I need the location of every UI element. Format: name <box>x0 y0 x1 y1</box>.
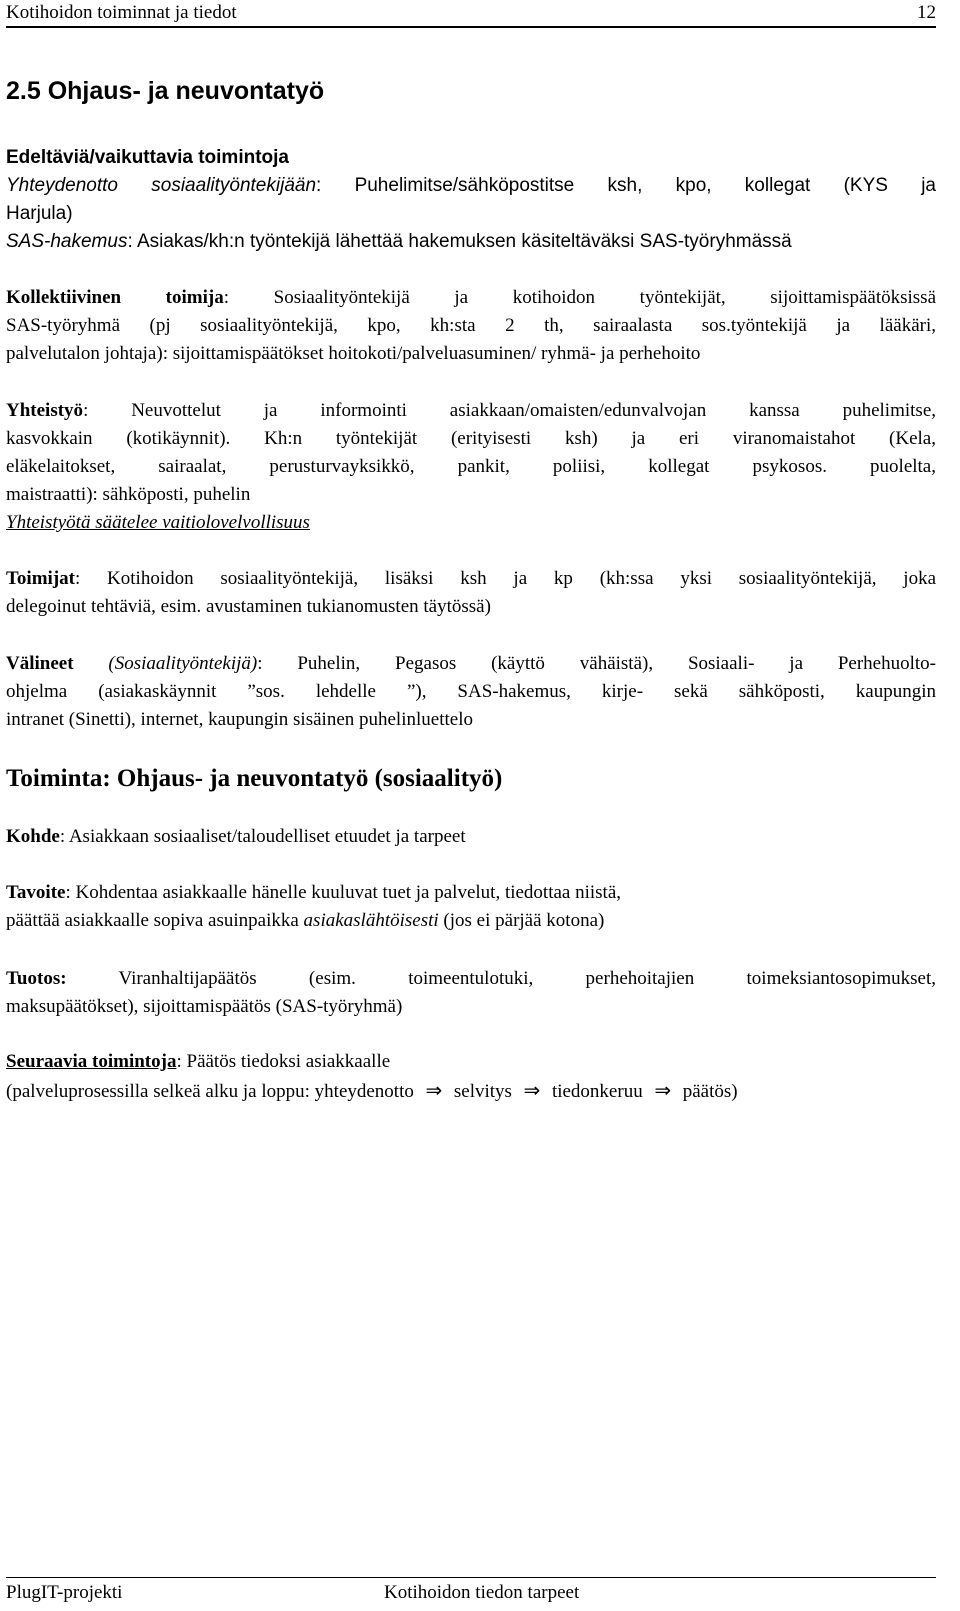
toimijat-section <box>6 565 936 621</box>
seuraavia-line-2: (palveluprosessilla selkeä alku ja loppu: yhteydenotto ⇒ selvitys ⇒ tiedonkeruu ⇒ päätös) <box>6 1078 738 1102</box>
edeltavia-label-1: Yhteydenotto sosiaalityöntekijään <box>6 175 317 196</box>
process-step-tiedonkeruu: tiedonkeruu <box>551 1081 643 1102</box>
yhteistyo-line-3: eläkelaitokset, sairaalat, perusturvayksikkö, pankit, poliisi, kollegat psykosos. puolelta, <box>6 456 936 477</box>
yhteistyo-line-2: kasvokkain (kotikäynnit). Kh:n työntekijät (erityisesti ksh) ja eri viranomaistahot (Kela, <box>6 428 936 449</box>
edeltavia-line-1: Yhteydenotto sosiaalityöntekijään: Puhelimitse/sähköpostitse ksh, kpo, kollegat (KYS ja <box>6 175 936 196</box>
edeltavia-label-3: SAS-hakemus <box>6 231 128 252</box>
kohde-line: Kohde: Asiakkaan sosiaaliset/taloudelliset etuudet ja tarpeet <box>6 826 466 847</box>
vaitiolovelvollisuus-note: Yhteistyötä säätelee vaitiolovelvollisuus <box>6 512 310 533</box>
tavoite-label: Tavoite <box>6 882 66 903</box>
valineet-line-3: intranet (Sinetti), internet, kaupungin sisäinen puhelinluettelo <box>6 709 473 730</box>
valineet-line-1: Välineet (Sosiaalityöntekijä): Puhelin, Pegasos (käyttö vähäistä), Sosiaali- ja Perhehuolto- <box>6 653 936 674</box>
valineet-section <box>6 650 936 734</box>
valineet-label: Välineet <box>6 653 74 674</box>
kollektiivinen-section <box>6 284 936 368</box>
yhteistyo-label: Yhteistyö <box>6 400 84 421</box>
toimijat-label: Toimijat <box>6 568 75 589</box>
tuotos-line-1: Tuotos: Viranhaltijapäätös (esim. toimeentulotuki, perhehoitajien toimeksiantosopimukset, <box>6 968 936 989</box>
kohde-section <box>6 823 936 851</box>
tavoite-line-2: päättää asiakkaalle sopiva asuinpaikka asiakaslähtöisesti (jos ei pärjää kotona) <box>6 910 605 931</box>
double-arrow-right-icon: ⇒ <box>654 1078 672 1102</box>
header-title: Kotihoidon toiminnat ja tiedot <box>6 2 237 23</box>
yhteistyo-section <box>6 397 936 537</box>
tavoite-line-1: Tavoite: Kohdentaa asiakkaalle hänelle kuuluvat tuet ja palvelut, tiedottaa niistä, <box>6 882 622 903</box>
yhteistyo-line-5 <box>6 509 936 537</box>
page-number: 12 <box>917 2 936 23</box>
seuraavia-line-1: Seuraavia toimintoja: Päätös tiedoksi asiakkaalle <box>6 1051 391 1072</box>
toimijat-line-1: Toimijat: Kotihoidon sosiaalityöntekijä, lisäksi ksh ja kp (kh:ssa yksi sosiaalityöntekijä, joka <box>6 568 936 589</box>
tuotos-line-2: maksupäätökset), sijoittamispäätös (SAS-työryhmä) <box>6 996 403 1017</box>
edeltavia-line-2: Harjula) <box>6 203 73 224</box>
kollektiivinen-line-2: SAS-työryhmä (pj sosiaalityöntekijä, kpo, kh:sta 2 th, sairaalasta sos.työntekijä ja lääkäri, <box>6 315 936 336</box>
seuraavia-label: Seuraavia toimintoja <box>6 1051 177 1072</box>
footer-title: Kotihoidon tiedon tarpeet <box>384 1582 580 1603</box>
double-arrow-right-icon: ⇒ <box>523 1078 541 1102</box>
footer-project: PlugIT-projekti <box>6 1582 123 1603</box>
tuotos-label: Tuotos: <box>6 968 67 989</box>
double-arrow-right-icon: ⇒ <box>425 1078 443 1102</box>
page-header <box>6 0 936 28</box>
process-step-paatos: päätös) <box>682 1081 738 1102</box>
asiakaslahtoisesti-term: asiakaslähtöisesti <box>303 910 439 931</box>
edeltavia-title: Edeltäviä/vaikuttavia toimintoja <box>6 147 289 168</box>
yhteistyo-line-1: Yhteistyö: Neuvottelut ja informointi asiakkaan/omaisten/edunvalvojan kanssa puhelimitse, <box>6 400 936 421</box>
page-footer <box>6 1577 936 1608</box>
toiminta-title: Toiminta: Ohjaus- ja neuvontatyö (sosiaalityö) <box>6 765 503 792</box>
edeltavia-section <box>6 144 936 256</box>
process-step-selvitys: selvitys <box>453 1081 512 1102</box>
tavoite-section <box>6 879 936 935</box>
kollektiivinen-line-3: palvelutalon johtaja): sijoittamispäätökset hoitokoti/palveluasuminen/ ryhmä- ja perhehoito <box>6 343 701 364</box>
kohde-label: Kohde <box>6 826 60 847</box>
toimijat-line-2: delegoinut tehtäviä, esim. avustaminen tukianomusten täytössä) <box>6 596 491 617</box>
yhteistyo-line-4: maistraatti): sähköposti, puhelin <box>6 484 251 505</box>
valineet-line-2: ohjelma (asiakaskäynnit ”sos. lehdelle ”), SAS-hakemus, kirje- sekä sähköposti, kaupungin <box>6 681 936 702</box>
tuotos-section <box>6 965 936 1021</box>
edeltavia-line-3: SAS-hakemus: Asiakas/kh:n työntekijä lähettää hakemuksen käsiteltäväksi SAS-työryhmässä <box>6 231 792 252</box>
seuraavia-section <box>6 1048 936 1106</box>
kollektiivinen-label: Kollektiivinen toimija <box>6 287 224 308</box>
section-title: 2.5 Ohjaus- ja neuvontatyö <box>6 77 325 105</box>
kollektiivinen-line-1: Kollektiivinen toimija: Sosiaalityöntekijä ja kotihoidon työntekijät, sijoittamispäätöksissä <box>6 287 937 308</box>
valineet-sublabel: (Sosiaalityöntekijä) <box>108 653 258 674</box>
